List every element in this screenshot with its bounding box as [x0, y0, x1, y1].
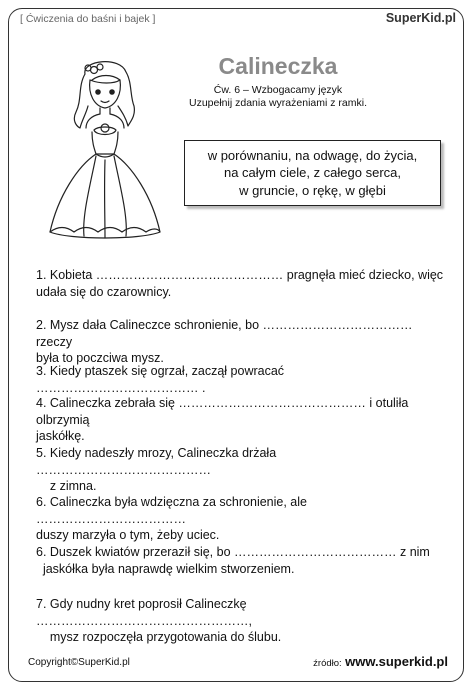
- exercise-line: 1. Kobieta ……………………………………… pragnęła mieć dziecko, więc: [36, 268, 444, 282]
- exercise-line: 6. Calineczka była wdzięczna za schronienie, ale ………………………………: [36, 495, 307, 526]
- exercise-line: 4. Calineczka zebrała się ……………………………………… i otuliła olbrzymią: [36, 396, 409, 427]
- exercise-line: była to poczciwa mysz.: [36, 351, 164, 365]
- source-credit: [313, 654, 448, 669]
- exercise-line: 2. Mysz dała Calineczce schronienie, bo ……………………………… rzeczy: [36, 318, 413, 349]
- exercise-line: 7. Gdy nudny kret poprosił Calineczkę ……………………………………………,: [36, 597, 252, 628]
- exercise-instruction: Uzupełnij zdania wyrażeniami z ramki.: [189, 97, 367, 109]
- copyright-text: Copyright©SuperKid.pl: [28, 657, 130, 668]
- header-category: [ Ćwiczenia do baśni i bajek ]: [20, 13, 156, 25]
- thumbelina-illustration: [30, 56, 180, 244]
- source-link[interactable]: www.superkid.pl: [345, 654, 448, 669]
- exercise-item: [36, 363, 446, 396]
- exercise-line: mysz rozpoczęła przygotowania do ślubu.: [36, 630, 282, 644]
- exercise-line: z zimna.: [36, 479, 97, 493]
- exercise-line: duszy marzyła o tym, żeby uciec.: [36, 528, 220, 542]
- exercise-item: [36, 267, 446, 300]
- exercise-line: 3. Kiedy ptaszek się ogrzał, zaczął powracać ………………………………… .: [36, 364, 285, 395]
- exercise-line: udała się do czarownicy.: [36, 284, 172, 299]
- exercise-item: [36, 544, 446, 577]
- exercise-line: 6. Duszek kwiatów przeraził się, bo ………………………………… z nim: [36, 545, 430, 559]
- source-label: źródło:: [313, 658, 342, 669]
- exercise-item: [36, 317, 446, 367]
- exercise-item: [36, 395, 446, 445]
- exercise-item: [36, 494, 446, 544]
- exercise-item: [36, 445, 446, 495]
- exercise-item: [36, 596, 446, 646]
- exercise-line: 5. Kiedy nadeszły mrozy, Calineczka drżała ……………………………………: [36, 446, 277, 477]
- exercise-line: jaskółkę.: [36, 429, 85, 443]
- word-box: [184, 140, 441, 206]
- word-box-line: w gruncie, o rękę, w głębi: [239, 182, 386, 198]
- header-brand: SuperKid.pl: [385, 11, 456, 25]
- word-box-line: na całym ciele, z całego serca,: [223, 165, 402, 181]
- exercise-number: Ćw. 6 – Wzbogacamy język: [213, 84, 343, 96]
- page-title: Calineczka: [218, 53, 338, 79]
- exercise-line: jaskółka była naprawdę wielkim stworzeniem.: [36, 561, 295, 576]
- word-box-line: w porównaniu, na odwagę, do życia,: [207, 147, 418, 163]
